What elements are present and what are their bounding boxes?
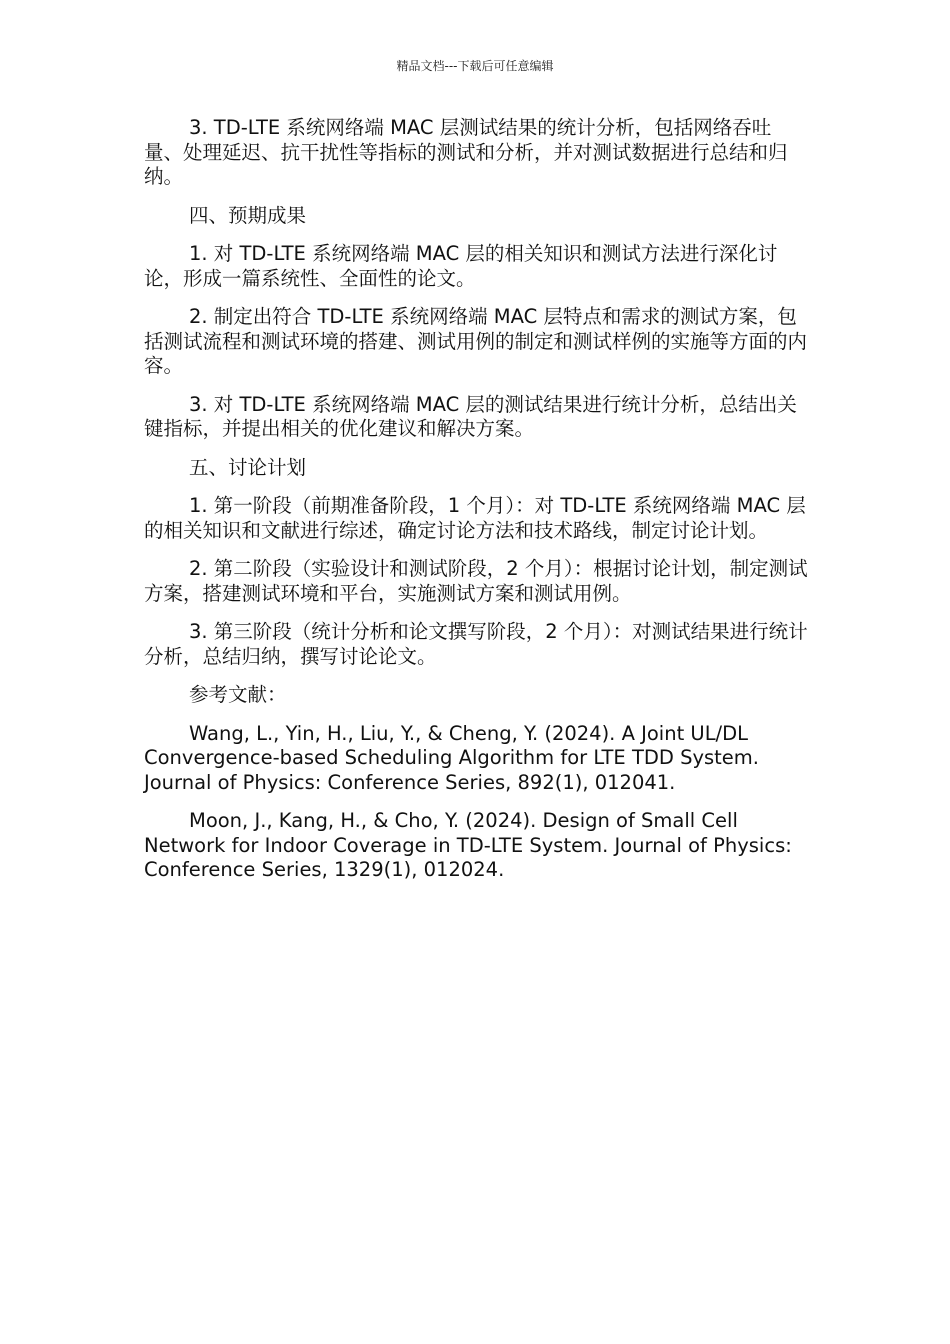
section-heading-references: 参考文献： [189, 683, 287, 706]
paragraph-plan-stage-3: 3. 第三阶段（统计分析和论文撰写阶段，2 个月）：对测试结果进行统计分析，总结归纳，撰写讨论论文。 [144, 620, 808, 668]
page-header: 精品文档---下载后可任意编辑 [396, 59, 554, 73]
document-body [144, 116, 810, 897]
reference-item-2: Moon, J., Kang, H., & Cho, Y. (2024). Design of Small Cell Network for Indoor Coverage in TD-LTE System. Journal of Physics: Conference Series, 1329(1), 012024. [144, 809, 792, 881]
paragraph-section3-item3: 3. TD-LTE 系统网络端 MAC 层测试结果的统计分析，包括网络吞吐量、处理延迟、抗干扰性等指标的测试和分析，并对测试数据进行总结和归纳。 [144, 116, 788, 188]
paragraph-plan-stage-2: 2. 第二阶段（实验设计和测试阶段，2 个月）：根据讨论计划，制定测试方案，搭建测试环境和平台，实施测试方案和测试用例。 [144, 557, 808, 605]
paragraph-result-3: 3. 对 TD-LTE 系统网络端 MAC 层的测试结果进行统计分析，总结出关键指标，并提出相关的优化建议和解决方案。 [144, 392, 797, 440]
reference-item-1: Wang, L., Yin, H., Liu, Y., & Cheng, Y. (2024). A Joint UL/DL Convergence-based Scheduling Algorithm for LTE TDD System. Journal of Physics: Conference Series, 892(1), 012041. [144, 721, 760, 794]
section-heading-expected-results: 四、预期成果 [189, 203, 307, 227]
paragraph-result-1: 1. 对 TD-LTE 系统网络端 MAC 层的相关知识和测试方法进行深化讨论，形成一篇系统性、全面性的论文。 [144, 242, 778, 290]
paragraph-result-2: 2. 制定出符合 TD-LTE 系统网络端 MAC 层特点和需求的测试方案，包括测试流程和测试环境的搭建、测试用例的制定和测试样例的实施等方面的内容。 [144, 305, 808, 377]
paragraph-plan-stage-1: 1. 第一阶段（前期准备阶段，1 个月）：对 TD-LTE 系统网络端 MAC 层的相关知识和文献进行综述，确定讨论方法和技术路线，制定讨论计划。 [144, 494, 806, 542]
section-heading-plan: 五、讨论计划 [189, 455, 307, 479]
